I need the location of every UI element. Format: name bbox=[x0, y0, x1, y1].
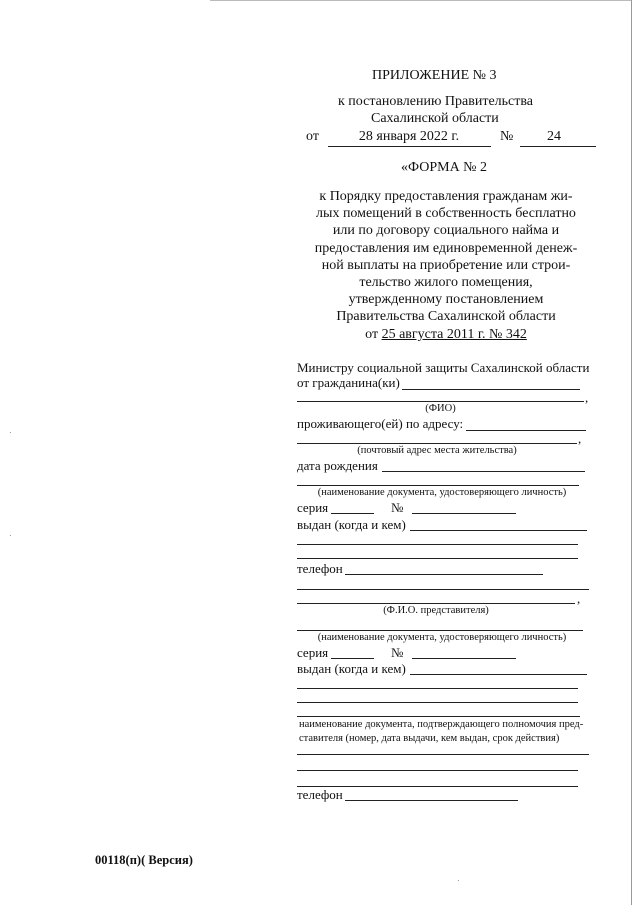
resolution-line-1: к постановлению Правительства bbox=[338, 94, 534, 109]
procedure-line: к Порядку предоставления гражданам жи- bbox=[319, 189, 573, 204]
fio-caption: (ФИО) bbox=[425, 403, 456, 414]
authority-field-1[interactable] bbox=[297, 754, 589, 755]
number-underline bbox=[520, 146, 596, 147]
date-underline bbox=[328, 146, 491, 147]
rep-series-label: серия bbox=[297, 645, 329, 660]
procedure-line: ной выплаты на приобретение или строи- bbox=[321, 257, 571, 273]
rep-issued-field-2[interactable] bbox=[297, 688, 578, 689]
document-code: 00118(п)( Версия) bbox=[95, 853, 193, 867]
number-label: № bbox=[391, 500, 404, 515]
representative-field-2[interactable] bbox=[297, 603, 575, 604]
birth-date-label: дата рождения bbox=[297, 458, 378, 473]
issued-field-3[interactable] bbox=[297, 558, 578, 559]
issued-field-2[interactable] bbox=[297, 544, 578, 545]
scan-speck bbox=[10, 535, 11, 536]
address-field[interactable] bbox=[466, 430, 586, 431]
procedure-line: тельство жилого помещения, bbox=[359, 275, 533, 291]
authority-caption-line-1: наименование документа, подтверждающего полномочия пред- bbox=[299, 719, 584, 730]
procedure-line: предоставления им единовременной денеж- bbox=[314, 240, 578, 256]
procedure-date-line: от 25 августа 2011 г. № 342 bbox=[365, 326, 527, 342]
scan-speck bbox=[458, 880, 459, 881]
from-citizen-label: от гражданина(ки) bbox=[297, 375, 400, 390]
authority-field-2[interactable] bbox=[297, 770, 578, 771]
resolution-number: 24 bbox=[547, 129, 561, 144]
phone-label: телефон bbox=[297, 561, 343, 576]
series-label: серия bbox=[297, 500, 329, 515]
number-sign: № bbox=[500, 129, 514, 144]
rep-phone-field[interactable] bbox=[345, 800, 518, 801]
procedure-date: 25 августа 2011 г. № 342 bbox=[381, 326, 527, 342]
scan-speck bbox=[10, 432, 11, 433]
procedure-line: утвержденному постановлением bbox=[348, 292, 544, 308]
rep-issued-field-3[interactable] bbox=[297, 702, 578, 703]
birth-date-field[interactable] bbox=[382, 471, 585, 472]
authority-caption-line-2: ставителя (номер, дата выдачи, кем выдан, срок действия) bbox=[299, 733, 560, 744]
id-document-field[interactable] bbox=[297, 485, 579, 486]
representative-field[interactable] bbox=[297, 589, 589, 590]
procedure-line: Правительства Сахалинской области bbox=[336, 309, 556, 325]
resolution-line-2: Сахалинской области bbox=[371, 111, 499, 126]
addressee-minister: Министру социальной защиты Сахалинской области bbox=[297, 360, 590, 375]
authority-document-field[interactable] bbox=[297, 716, 580, 717]
rep-id-document-field[interactable] bbox=[297, 630, 583, 631]
procedure-reference bbox=[288, 188, 604, 343]
series-field[interactable] bbox=[331, 513, 374, 514]
comma: , bbox=[577, 591, 581, 606]
rep-doc-number-field[interactable] bbox=[412, 658, 516, 659]
procedure-line: лых помещений в собственность бесплатно bbox=[316, 206, 576, 222]
rep-series-field[interactable] bbox=[331, 658, 374, 659]
from-citizen-field[interactable] bbox=[402, 389, 580, 390]
rep-issued-label: выдан (когда и кем) bbox=[297, 661, 406, 676]
resolution-date: 28 января 2022 г. bbox=[358, 129, 460, 144]
rep-id-document-caption: (наименование документа, удостоверяющего личность) bbox=[317, 632, 567, 643]
issued-field[interactable] bbox=[410, 530, 587, 531]
rep-phone-label: телефон bbox=[297, 787, 343, 802]
issued-label: выдан (когда и кем) bbox=[297, 517, 406, 532]
representative-caption: (Ф.И.О. представителя) bbox=[383, 605, 489, 616]
comma: , bbox=[585, 390, 589, 405]
id-document-caption: (наименование документа, удостоверяющего личность) bbox=[317, 487, 567, 498]
form-title: «ФОРМА № 2 bbox=[401, 160, 488, 175]
procedure-line: или по договору социального найма и bbox=[332, 223, 560, 239]
fio-field[interactable] bbox=[297, 401, 584, 402]
doc-number-field[interactable] bbox=[412, 513, 516, 514]
address-label: проживающего(ей) по адресу: bbox=[297, 416, 464, 431]
rep-number-label: № bbox=[391, 645, 404, 660]
phone-field[interactable] bbox=[345, 574, 543, 575]
appendix-title: ПРИЛОЖЕНИЕ № 3 bbox=[372, 68, 497, 83]
address-field-2[interactable] bbox=[297, 443, 577, 444]
address-caption: (почтовый адрес места жительства) bbox=[357, 445, 517, 456]
rep-issued-field[interactable] bbox=[410, 674, 587, 675]
date-prefix: от bbox=[306, 129, 319, 144]
comma: , bbox=[578, 431, 582, 446]
scan-edge-top bbox=[210, 0, 632, 1]
